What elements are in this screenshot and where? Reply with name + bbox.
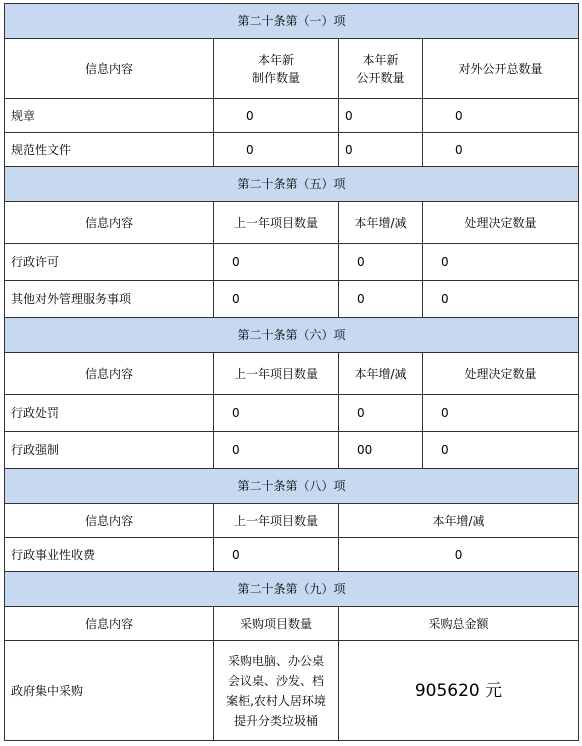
column-header-row: [5, 202, 579, 244]
column-header: 信息内容: [5, 504, 214, 538]
column-header: 本年增/减: [339, 353, 423, 395]
section-title: 第二十条第（五）项: [5, 167, 579, 202]
column-header: 上一年项目数量: [214, 353, 339, 395]
column-header-row: [5, 39, 579, 99]
row-label: 政府集中采购: [5, 641, 214, 741]
table-row: [5, 281, 579, 318]
column-header: 本年新 制作数量: [214, 39, 339, 99]
section-title: 第二十条第（六）项: [5, 318, 579, 353]
cell-value: 0: [214, 99, 339, 133]
cell-value: 00: [339, 432, 423, 469]
cell-value: 0: [339, 133, 423, 167]
purchase-items: 采购电脑、办公桌会议桌、沙发、档案柜,农村人居环境提升分类垃圾桶: [214, 641, 339, 741]
cell-value: 0: [214, 133, 339, 167]
section-header: [5, 469, 579, 504]
table-row: [5, 99, 579, 133]
row-label: 行政许可: [5, 244, 214, 281]
section-title: 第二十条第（九）项: [5, 572, 579, 607]
column-header: 信息内容: [5, 353, 214, 395]
row-label: 行政处罚: [5, 395, 214, 432]
cell-value: 0: [214, 395, 339, 432]
table-row: [5, 538, 579, 572]
cell-value: 0: [423, 99, 579, 133]
column-header: 对外公开总数量: [423, 39, 579, 99]
cell-value: 0: [423, 244, 579, 281]
cell-value: 0: [339, 538, 579, 572]
column-header: 本年增/减: [339, 504, 579, 538]
cell-value: 0: [339, 244, 423, 281]
cell-value: 0: [423, 432, 579, 469]
cell-value: 0: [423, 133, 579, 167]
column-header-row: [5, 353, 579, 395]
row-label: 规范性文件: [5, 133, 214, 167]
cell-value: 0: [423, 395, 579, 432]
section-title: 第二十条第（八）项: [5, 469, 579, 504]
column-header-row: [5, 607, 579, 641]
column-header: 本年新 公开数量: [339, 39, 423, 99]
column-header-row: [5, 504, 579, 538]
table-row: [5, 641, 579, 741]
section-header: [5, 4, 579, 39]
row-label: 规章: [5, 99, 214, 133]
table-row: [5, 133, 579, 167]
cell-value: 0: [339, 99, 423, 133]
column-header: 信息内容: [5, 39, 214, 99]
row-label: 行政强制: [5, 432, 214, 469]
purchase-total-amount: 905620 元: [339, 641, 579, 741]
section-header: [5, 318, 579, 353]
table-row: [5, 244, 579, 281]
column-header: 本年增/减: [339, 202, 423, 244]
row-label: 其他对外管理服务事项: [5, 281, 214, 318]
table-row: [5, 395, 579, 432]
cell-value: 0: [339, 395, 423, 432]
column-header: 信息内容: [5, 202, 214, 244]
cell-value: 0: [214, 432, 339, 469]
section-header: [5, 572, 579, 607]
cell-value: 0: [339, 281, 423, 318]
column-header: 采购项目数量: [214, 607, 339, 641]
column-header: 处理决定数量: [423, 202, 579, 244]
column-header: 信息内容: [5, 607, 214, 641]
cell-value: 0: [423, 281, 579, 318]
info-disclosure-table: [4, 3, 579, 741]
cell-value: 0: [214, 244, 339, 281]
column-header: 上一年项目数量: [214, 202, 339, 244]
column-header: 处理决定数量: [423, 353, 579, 395]
column-header: 采购总金额: [339, 607, 579, 641]
column-header: 上一年项目数量: [214, 504, 339, 538]
section-header: [5, 167, 579, 202]
section-title: 第二十条第（一）项: [5, 4, 579, 39]
table-row: [5, 432, 579, 469]
cell-value: 0: [214, 281, 339, 318]
row-label: 行政事业性收费: [5, 538, 214, 572]
cell-value: 0: [214, 538, 339, 572]
